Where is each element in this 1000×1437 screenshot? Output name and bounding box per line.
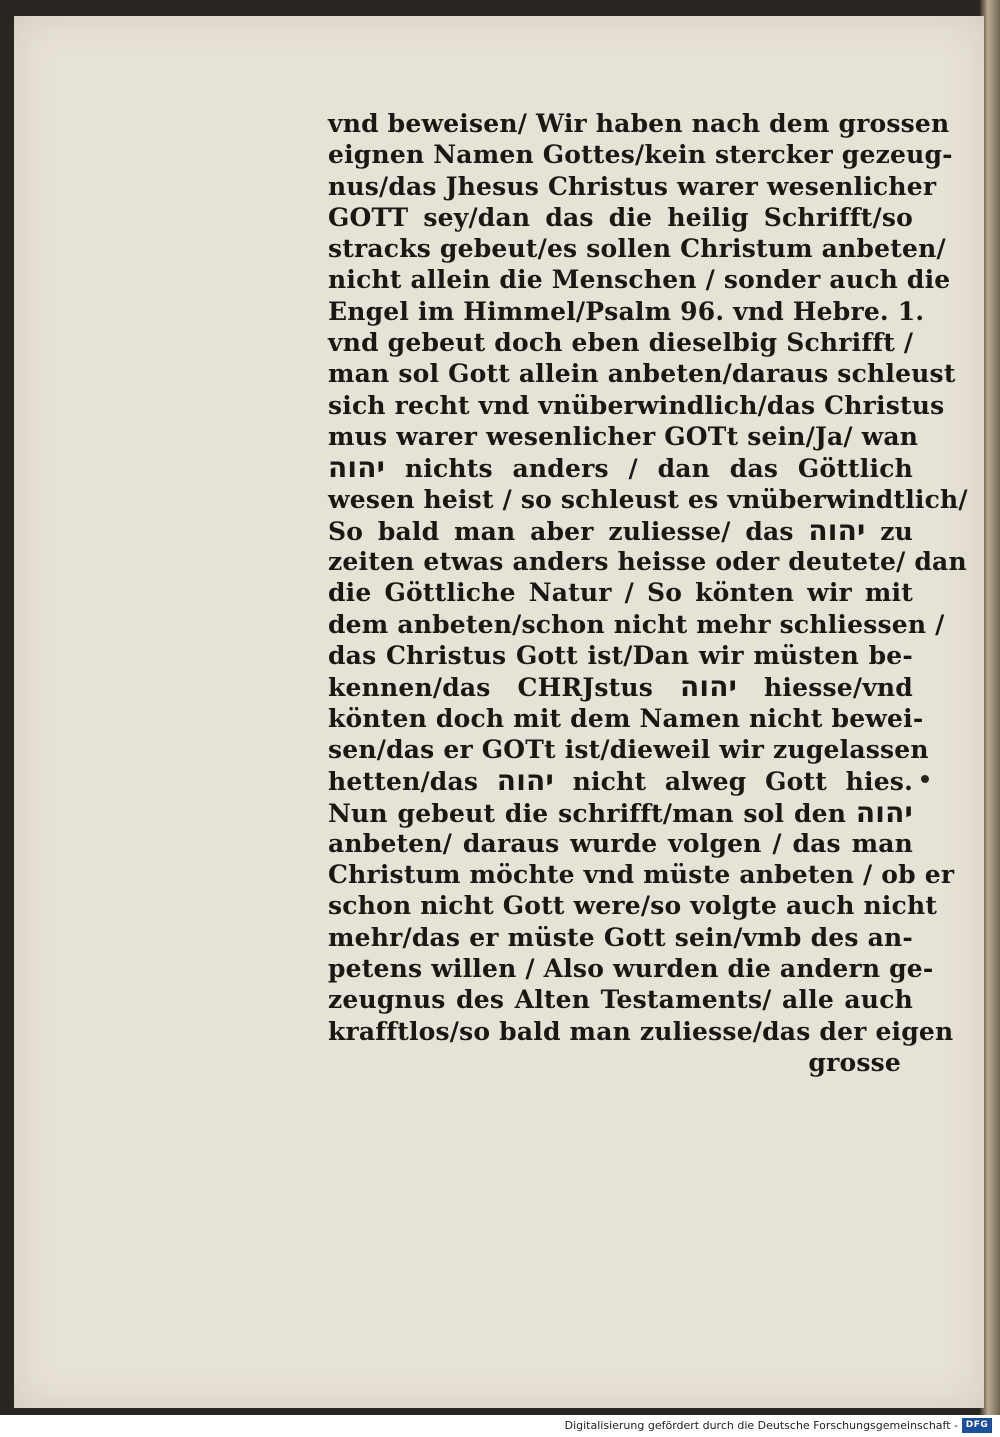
text-line: Engel im Himmel/Psalm 96. vnd Hebre. 1. xyxy=(328,296,925,326)
text-line: sen/das er GOTt ist/dieweil wir zugelassen xyxy=(328,734,929,764)
text-line: GOTT sey/dan das die heilig Schrifft/so xyxy=(328,202,913,232)
text-line: eignen Namen Gottes/kein stercker gezeug- xyxy=(328,140,953,170)
text-line: die Göttliche Natur / So könten wir mit xyxy=(328,578,913,608)
text-line: schon nicht Gott were/so volgte auch nicht xyxy=(328,891,938,921)
text-line: Christum möchte vnd müste anbeten / ob er xyxy=(328,860,955,890)
text-fragment: kennen/das CHRJstus xyxy=(328,673,680,703)
hebrew-tetragrammaton: יהוה xyxy=(496,764,554,798)
text-line: man sol Gott allein anbeten/daraus schleust xyxy=(328,359,956,389)
hebrew-tetragrammaton: יהוה xyxy=(855,795,913,829)
dfg-logo: DFG xyxy=(962,1418,992,1433)
text-line: mus warer wesenlicher GOTt sein/Ja/ wan xyxy=(328,421,919,451)
text-fragment: Nun gebeut die schrifft/man sol den xyxy=(328,798,856,828)
text-line xyxy=(328,671,913,702)
text-fragment: nichts anders / dan das Göttlich xyxy=(385,454,913,484)
footer-bar xyxy=(0,1415,1000,1437)
catchword: grosse xyxy=(808,1047,901,1077)
text-line: anbeten/ daraus wurde volgen / das man xyxy=(328,828,913,858)
text-line: vnd gebeut doch eben dieselbig Schrifft / xyxy=(328,328,914,358)
ink-spot xyxy=(921,775,929,783)
text-line: krafftlos/so bald man zuliesse/das der eigen xyxy=(328,1016,954,1046)
text-line: zeiten etwas anders heisse oder deutete/ dan xyxy=(328,547,967,577)
text-line: vnd beweisen/ Wir haben nach dem grossen xyxy=(328,109,950,138)
text-line: sich recht vnd vnüberwindlich/das Christus xyxy=(328,390,945,420)
footer-credit: Digitalisierung gefördert durch die Deutsche Forschungsgemeinschaft - xyxy=(564,1419,958,1432)
text-fragment: hiesse/vnd xyxy=(737,673,913,703)
text-line: stracks gebeut/es sollen Christum anbeten/ xyxy=(328,234,946,264)
text-line xyxy=(328,515,913,546)
text-fragment: So bald man aber zuliesse/ das xyxy=(328,516,809,546)
text-fragment: nicht alweg Gott hies. xyxy=(553,767,913,797)
text-line: nus/das Jhesus Christus warer wesenlicher xyxy=(328,171,937,201)
text-fragment: hetten/das xyxy=(328,767,497,797)
text-fragment: zu xyxy=(865,516,913,546)
text-block xyxy=(328,108,968,1078)
text-line xyxy=(328,797,913,828)
hebrew-tetragrammaton: יהוה xyxy=(679,670,738,704)
text-line: mehr/das er müste Gott sein/vmb des an- xyxy=(328,922,913,952)
text-line: das Christus Gott ist/Dan wir müsten be- xyxy=(328,641,913,671)
hebrew-tetragrammaton: יהוה xyxy=(808,513,866,547)
text-line: wesen heist / so schleust es vnüberwindtlich/ xyxy=(328,484,968,514)
text-line: zeugnus des Alten Testaments/ alle auch xyxy=(328,985,913,1015)
text-line xyxy=(328,765,913,796)
text-line: nicht allein die Menschen / sonder auch die xyxy=(328,265,951,295)
text-line: dem anbeten/schon nicht mehr schliessen / xyxy=(328,609,945,639)
text-line: petens willen / Also wurden die andern ge- xyxy=(328,954,934,984)
hebrew-tetragrammaton: יהוה xyxy=(328,451,386,485)
text-line xyxy=(328,452,913,483)
text-line: könten doch mit dem Namen nicht bewei- xyxy=(328,703,924,733)
